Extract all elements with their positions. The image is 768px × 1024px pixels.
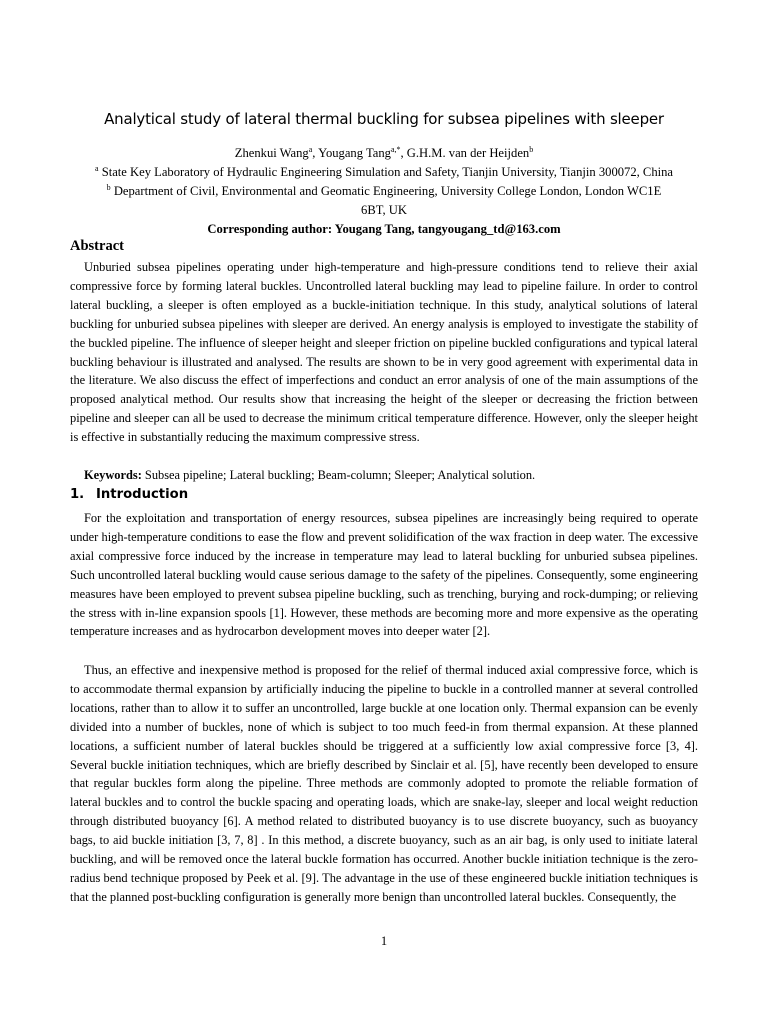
abstract-text: Unburied subsea pipelines operating under high-temperature and high-pressure conditions tend to relieve their axial compressive force by forming lateral buckles. Uncontrolled lateral buckling may lead to pipeline failure. In order to control lateral buckling, a sleeper is often employed as a buckle-initiation technique. In this study, analytical solutions of lateral buckling for unburied subsea pipelines with sleeper are derived. An energy analysis is employed to investigate the stability of the buckled pipeline. The influence of sleeper height and sleeper friction on pipeline buckled configurations and typical lateral buckling behaviour is illustrated and analysed. The results are shown to be in very good agreement with experimental data in the literature. We also discuss the effect of imperfections and conduct an error analysis of one of the main assumptions of the proposed analytical method. Our results show that increasing the height of the sleeper or decreasing the friction between pipeline and sleeper can all be used to decrease the minimum critical temperature difference. However, only the sleeper height is effective in substantially reducing the maximum compressive stress. bbox=[70, 260, 698, 445]
section-title: Introduction bbox=[96, 487, 189, 502]
section-number: 1. bbox=[70, 487, 85, 502]
keywords-line bbox=[70, 466, 698, 485]
page-number: 1 bbox=[380, 934, 388, 948]
affiliation-superscript: a bbox=[94, 163, 99, 173]
author-line bbox=[70, 146, 698, 161]
affiliation-b-continued: 6BT, UK bbox=[361, 203, 407, 217]
affiliation-a bbox=[70, 165, 698, 180]
affiliation-b bbox=[70, 184, 698, 199]
affiliation-superscript: b bbox=[106, 182, 111, 192]
author-superscript: a bbox=[308, 144, 313, 154]
author-name: , Yougang Tang bbox=[312, 146, 391, 160]
author-name: Zhenkui Wang bbox=[234, 146, 309, 160]
abstract-heading: Abstract bbox=[70, 238, 124, 254]
intro-paragraph-1: For the exploitation and transportation of energy resources, subsea pipelines are increasingly being required to operate under high-temperature conditions to ease the flow and prevent solidification of the wax fraction in deep water. The excessive axial compressive force induced by the increase in temperature may lead to lateral buckling for unburied subsea pipelines. Such uncontrolled lateral buckling would cause serious damage to the safety of the pipelines. Consequently, some engineering measures have been employed to prevent subsea pipeline buckling, such as trenching, burying and rock-dumping; or relieving the stress with in-line expansion spools [1]. However, these methods are becoming more and more expensive as the operating temperature increases and as hydrocarbon development moves into deeper water [2]. bbox=[70, 511, 698, 639]
intro-paragraph-2: Thus, an effective and inexpensive method is proposed for the relief of thermal induced axial compressive force, which is to accommodate thermal expansion by artificially inducing the pipeline to buckle in a controlled manner at several controlled locations, rather than to allow it to suffer an uncontrolled, large buckle at one location only. Thermal expansion can be evenly divided into a number of buckles, none of which is subject to too much feed-in from thermal expansion. At these planned locations, a sufficient number of lateral buckles should be triggered at a sufficiently low axial compressive force [3, 4]. Several buckle initiation techniques, which are briefly described by Sinclair et al. [5], have recently been developed to ensure that regular buckles form along the pipeline. Three methods are commonly adopted to promote the reliable formation of lateral buckles and to control the buckle spacing and operating loads, which are snake-lay, sleeper and local weight reduction through distributed buoyancy [6]. A method related to distributed buoyancy is to use discrete buoyancy, such as buoyancy bags, to aid buckle initiation [3, 7, 8] . In this method, a discrete buoyancy, such as an air bag, is only used to initiate lateral buckling, and will be removed once the lateral buckle formation has occurred. Another buckle initiation technique is the zero-radius bend technique proposed by Peek et al. [9]. The advantage in the use of these engineered buckle initiation techniques is that the planned post-buckling configuration is generally more benign than uncontrolled lateral buckles. Consequently, the bbox=[70, 663, 698, 904]
section-heading bbox=[70, 487, 188, 502]
corresponding-author: Corresponding author: Yougang Tang, tangyougang_td@163.com bbox=[207, 222, 561, 236]
keywords-text: Subsea pipeline; Lateral buckling; Beam-column; Sleeper; Analytical solution. bbox=[141, 468, 536, 482]
affiliation-text: State Key Laboratory of Hydraulic Engineering Simulation and Safety, Tianjin University, Tianjin 300072, China bbox=[98, 165, 674, 179]
author-superscript: b bbox=[529, 144, 534, 154]
keywords-label: Keywords: bbox=[84, 468, 142, 482]
author-superscript: a,* bbox=[390, 144, 401, 154]
affiliation-text: Department of Civil, Environmental and Geomatic Engineering, University College London, London WC1E bbox=[110, 184, 662, 198]
author-name: , G.H.M. van der Heijden bbox=[400, 146, 530, 160]
paper-title: Analytical study of lateral thermal buckling for subsea pipelines with sleeper bbox=[104, 110, 664, 128]
